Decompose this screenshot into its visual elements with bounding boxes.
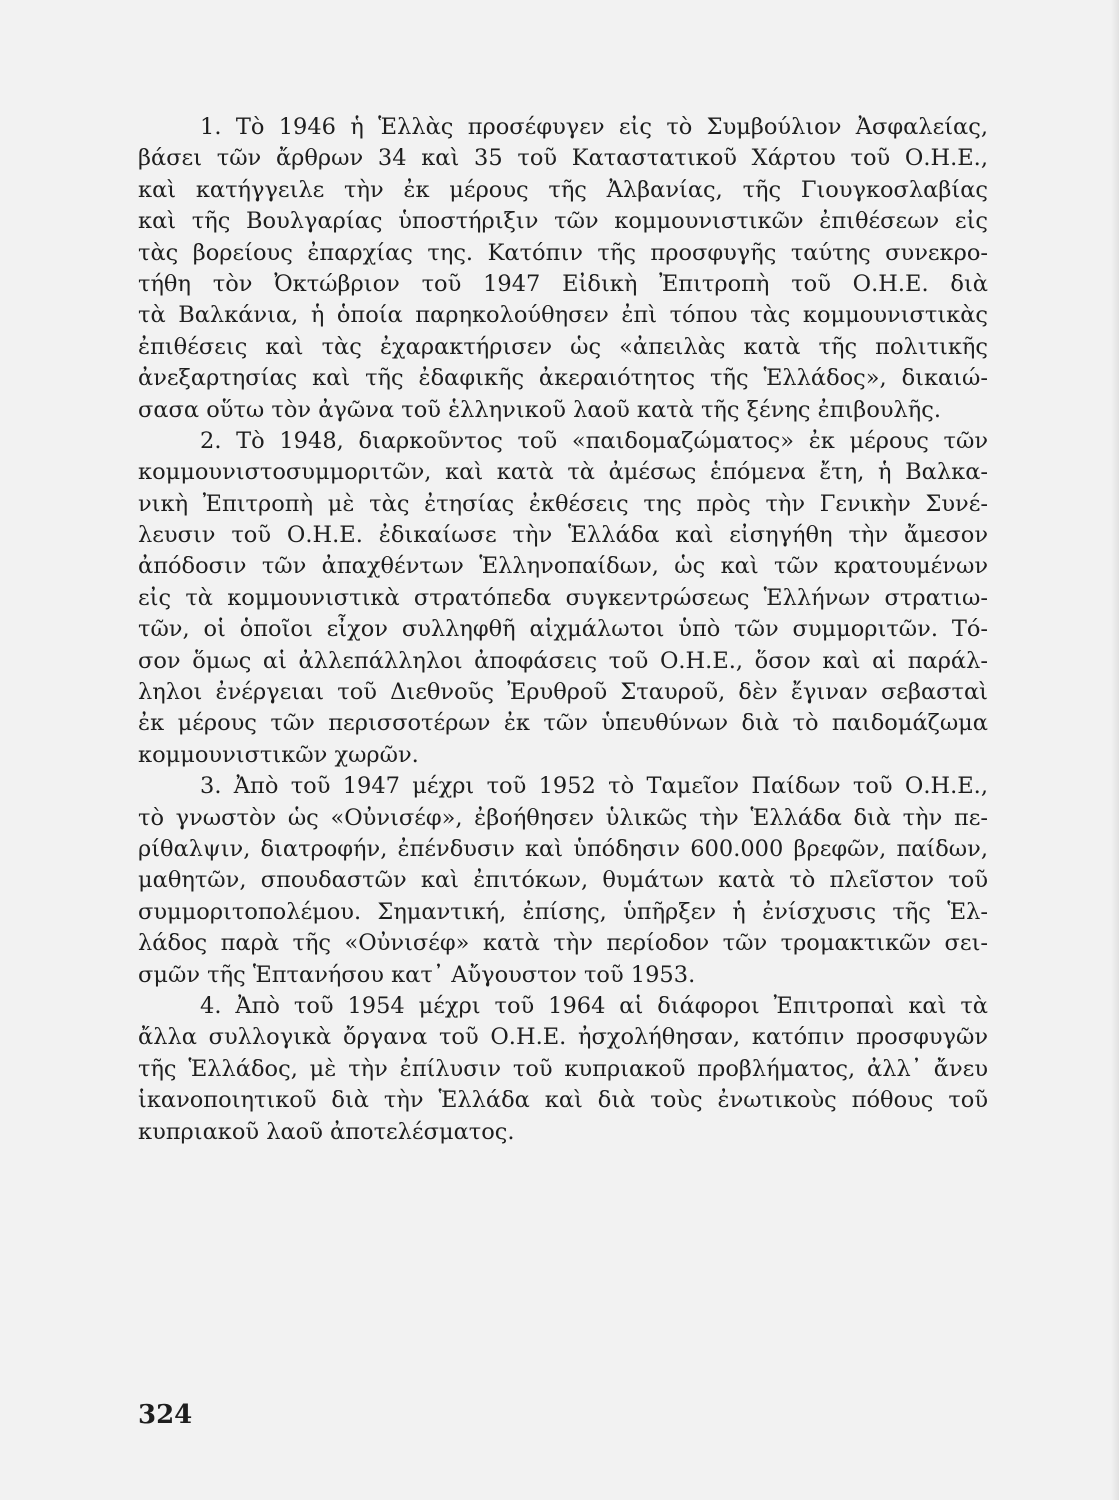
text-line: ἀπόδοσιν τῶν ἀπαχθέντων Ἑλληνοπαίδων, ὡς καὶ τῶν κρατουμένων bbox=[138, 553, 988, 580]
paragraph-2 bbox=[138, 426, 988, 771]
text-line: βάσει τῶν ἄρθρων 34 καὶ 35 τοῦ Καταστατικοῦ Χάρτου τοῦ Ο.Η.Ε., bbox=[138, 145, 988, 172]
text-line: εἰς τὰ κομμουνιστικὰ στρατόπεδα συγκεντρώσεως Ἑλλήνων στρατιω- bbox=[138, 584, 988, 611]
text-line: σασα οὕτω τὸν ἀγῶνα τοῦ ἑλληνικοῦ λαοῦ κατὰ τῆς ξένης ἐπιβουλῆς. bbox=[138, 396, 942, 423]
text-line: κομμουνιστικῶν χωρῶν. bbox=[138, 741, 419, 768]
text-line: τὸ γνωστὸν ὡς «Οὐνισέφ», ἐβοήθησεν ὑλικῶς τὴν Ἑλλάδα διὰ τὴν πε- bbox=[138, 804, 988, 831]
text-line: λάδος παρὰ τῆς «Οὐνισέφ» κατὰ τὴν περίοδον τῶν τρομακτικῶν σει- bbox=[138, 930, 988, 957]
text-line: λευσιν τοῦ Ο.Η.Ε. ἐδικαίωσε τὴν Ἑλλάδα καὶ εἰσηγήθη τὴν ἄμεσον bbox=[138, 522, 988, 549]
paragraph-3 bbox=[138, 771, 988, 991]
text-line: ἀνεξαρτησίας καὶ τῆς ἐδαφικῆς ἀκεραιότητος τῆς Ἑλλάδος», δικαιώ- bbox=[138, 365, 988, 392]
text-line: τῆς Ἑλλάδος, μὲ τὴν ἐπίλυσιν τοῦ κυπριακοῦ προβλήματος, ἀλλ᾽ ἄνευ bbox=[138, 1055, 988, 1082]
text-line: καὶ κατήγγειλε τὴν ἐκ μέρους τῆς Ἀλβανίας, τῆς Γιουγκοσλαβίας bbox=[138, 176, 988, 203]
text-line: κυπριακοῦ λαοῦ ἀποτελέσματος. bbox=[138, 1118, 515, 1145]
paragraph-1 bbox=[138, 112, 988, 426]
text-line: 4. Ἀπὸ τοῦ 1954 μέχρι τοῦ 1964 αἱ διάφοροι Ἐπιτροπαὶ καὶ τὰ bbox=[200, 992, 988, 1019]
text-line: συμμοριτοπολέμου. Σημαντική, ἐπίσης, ὑπῆρξεν ἡ ἐνίσχυσις τῆς Ἑλ- bbox=[138, 898, 988, 925]
text-line: σμῶν τῆς Ἑπτανήσου κατ᾽ Αὔγουστον τοῦ 1953. bbox=[138, 961, 696, 988]
page-number: 324 bbox=[138, 1400, 193, 1430]
text-line: 2. Τὸ 1948, διαρκοῦντος τοῦ «παιδομαζώματος» ἐκ μέρους τῶν bbox=[200, 427, 988, 454]
text-line: σον ὅμως αἱ ἀλλεπάλληλοι ἀποφάσεις τοῦ Ο.Η.Ε., ὅσον καὶ αἱ παράλ- bbox=[138, 647, 988, 674]
body-text bbox=[138, 112, 988, 1148]
text-line: τήθη τὸν Ὀκτώβριον τοῦ 1947 Εἰδικὴ Ἐπιτροπὴ τοῦ Ο.Η.Ε. διὰ bbox=[138, 270, 988, 297]
text-line: 1. Τὸ 1946 ἡ Ἑλλὰς προσέφυγεν εἰς τὸ Συμβούλιον Ἀσφαλείας, bbox=[200, 114, 988, 140]
text-line: μαθητῶν, σπουδαστῶν καὶ ἐπιτόκων, θυμάτων κατὰ τὸ πλεῖστον τοῦ bbox=[138, 867, 988, 894]
text-line: ρίθαλψιν, διατροφήν, ἐπένδυσιν καὶ ὑπόδησιν 600.000 βρεφῶν, παίδων, bbox=[138, 835, 988, 862]
paragraph-4 bbox=[138, 991, 988, 1148]
text-line: 3. Ἀπὸ τοῦ 1947 μέχρι τοῦ 1952 τὸ Ταμεῖον Παίδων τοῦ Ο.Η.Ε., bbox=[200, 773, 988, 800]
text-line: τὰς βορείους ἐπαρχίας της. Κατόπιν τῆς προσφυγῆς ταύτης συνεκρο- bbox=[138, 239, 988, 266]
text-line: ἱκανοποιητικοῦ διὰ τὴν Ἑλλάδα καὶ διὰ τοὺς ἐνωτικοὺς πόθους τοῦ bbox=[138, 1087, 988, 1114]
page-edge-shadow bbox=[1111, 0, 1119, 1500]
text-line: ἐκ μέρους τῶν περισσοτέρων ἐκ τῶν ὑπευθύνων διὰ τὸ παιδομάζωμα bbox=[138, 710, 988, 737]
text-line: τὰ Βαλκάνια, ἡ ὁποία παρηκολούθησεν ἐπὶ τόπου τὰς κομμουνιστικὰς bbox=[138, 302, 988, 329]
text-line: ληλοι ἐνέργειαι τοῦ Διεθνοῦς Ἐρυθροῦ Σταυροῦ, δὲν ἔγιναν σεβασταὶ bbox=[138, 679, 988, 706]
text-line: καὶ τῆς Βουλγαρίας ὑποστήριξιν τῶν κομμουνιστικῶν ἐπιθέσεων εἰς bbox=[138, 208, 988, 235]
text-line: τῶν, οἱ ὁποῖοι εἶχον συλληφθῆ αἰχμάλωτοι ὑπὸ τῶν συμμοριτῶν. Τό- bbox=[138, 616, 988, 643]
text-line: ἐπιθέσεις καὶ τὰς ἐχαρακτήρισεν ὡς «ἀπειλὰς κατὰ τῆς πολιτικῆς bbox=[138, 333, 988, 360]
text-line: νικὴ Ἐπιτροπὴ μὲ τὰς ἐτησίας ἐκθέσεις της πρὸς τὴν Γενικὴν Συνέ- bbox=[138, 490, 988, 517]
text-line: ἄλλα συλλογικὰ ὄργανα τοῦ Ο.Η.Ε. ἠσχολήθησαν, κατόπιν προσφυγῶν bbox=[138, 1024, 988, 1051]
text-line: κομμουνιστοσυμμοριτῶν, καὶ κατὰ τὰ ἀμέσως ἑπόμενα ἔτη, ἡ Βαλκα- bbox=[138, 459, 988, 486]
